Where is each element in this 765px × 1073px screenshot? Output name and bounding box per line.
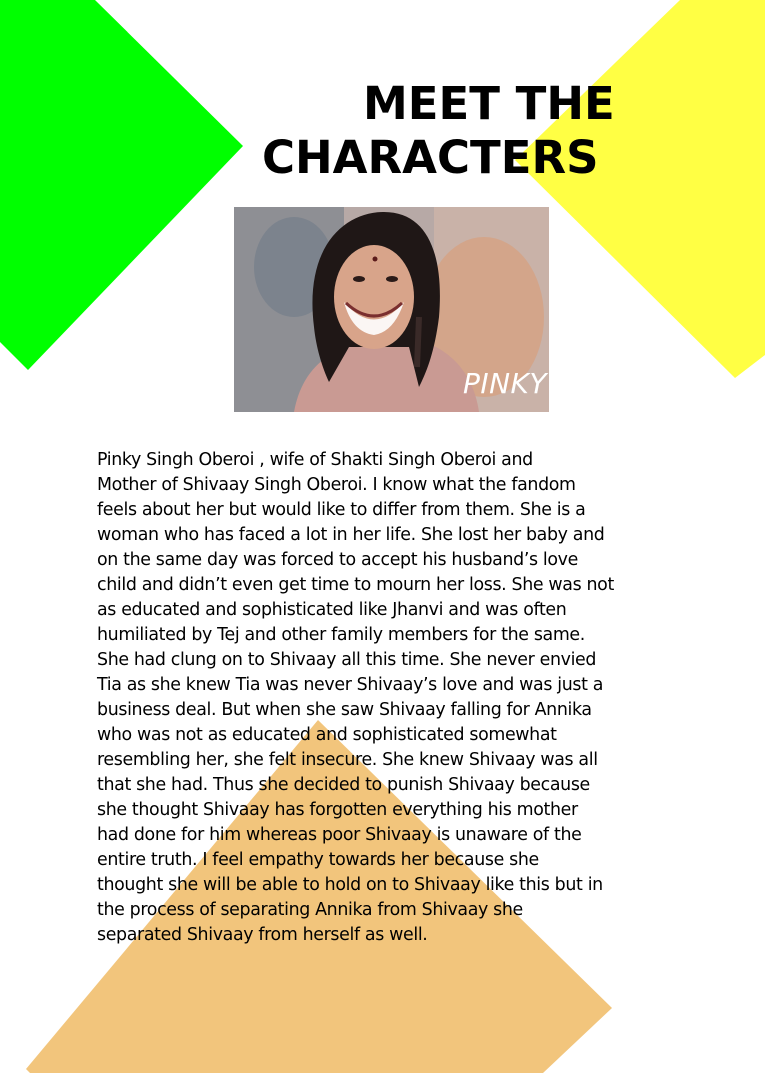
yellow-triangle-decoration <box>515 0 765 378</box>
character-photo <box>234 207 549 412</box>
title-line-2: CHARACTERS <box>262 131 599 184</box>
title-line-1: MEET THE <box>363 77 615 130</box>
character-description: Pinky Singh Oberoi , wife of Shakti Singh Oberoi and Mother of Shivaay Singh Oberoi. I know what the fandom feels about her but would like to differ from them. She is a woman who has faced a lot in her life. She lost her baby and on the same day was forced to accept his husband’s love child and didn’t even get time to mourn her loss. She was not as educated and sophisticated like Jhanvi and was often humiliated by Tej and other family members for the same. She had clung on to Shivaay all this time. She never envied Tia as she knew Tia was never Shivaay’s love and was just a business deal. But when she saw Shivaay falling for Annika who was not as educated and sophisticated somewhat resembling her, she felt insecure. She knew Shivaay was all that she had. Thus she decided to punish Shivaay because she thought Shivaay has forgotten everything his mother had done for him whereas poor Shivaay is unaware of the entire truth. I feel empathy towards her because she thought she will be able to hold on to Shivaay like this but in the process of separating Annika from Shivaay she separated Shivaay from herself as well. <box>97 450 614 945</box>
photo-caption: PINKY <box>462 367 547 400</box>
green-triangle-decoration <box>0 0 243 370</box>
